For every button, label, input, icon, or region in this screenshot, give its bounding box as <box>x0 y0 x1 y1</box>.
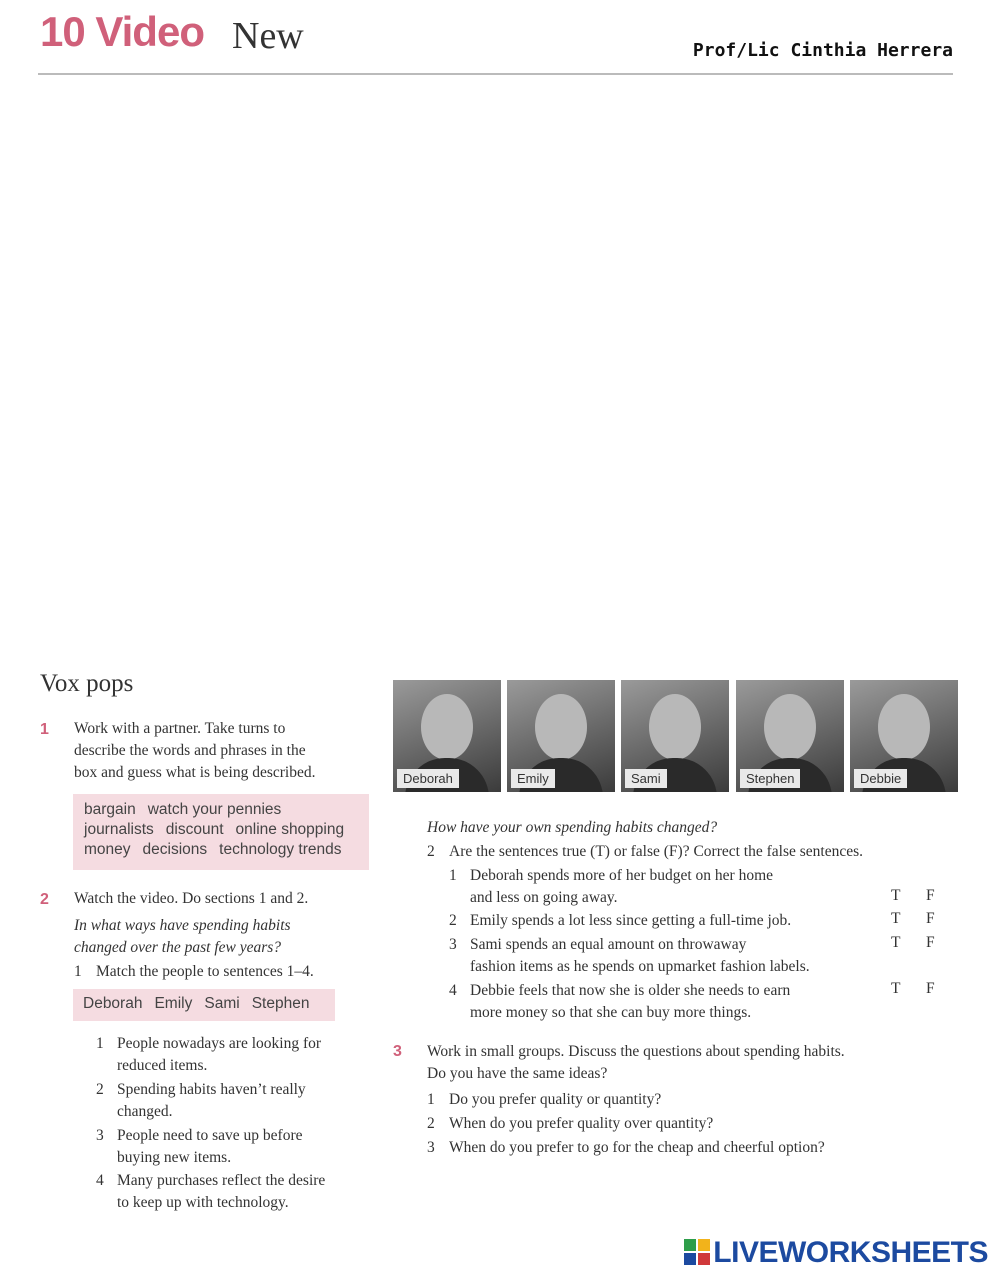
exercise-2-instruction: Watch the video. Do sections 1 and 2. <box>74 890 309 907</box>
photo-caption: Emily <box>511 769 555 788</box>
match-sentence: People need to save up before buying new items. <box>117 1127 303 1166</box>
match-sentence: Spending habits haven’t really changed. <box>117 1081 306 1120</box>
exercise-3-number: 3 <box>393 1043 402 1060</box>
author-name: Prof/Lic Cinthia Herrera <box>692 40 953 61</box>
discussion-question: When do you prefer to go for the cheap and cheerful option? <box>449 1139 825 1156</box>
names-box: Deborah Emily Sami Stephen <box>73 989 335 1021</box>
task-1-text: Match the people to sentences 1–4. <box>96 963 314 980</box>
unit-title: 10 Video <box>40 8 204 55</box>
photo-caption: Deborah <box>397 769 459 788</box>
liveworksheets-logo[interactable]: LIVEWORKSHEETS <box>684 1236 988 1270</box>
photo-caption: Sami <box>625 769 667 788</box>
tf-number: 2 <box>449 912 457 929</box>
tf-number: 1 <box>449 867 457 884</box>
vocabulary-box: bargain watch your pennies journalists discount online shopping money decisions technology trends <box>73 794 369 870</box>
match-sentence: People nowadays are looking for reduced items. <box>117 1035 322 1074</box>
photo-sami <box>621 680 729 792</box>
photo-caption: Debbie <box>854 769 907 788</box>
discussion-question: When do you prefer quality over quantity? <box>449 1115 714 1132</box>
exercise-2-question: In what ways have spending habits changed over the past few years? <box>74 917 291 956</box>
discussion-number: 1 <box>427 1091 435 1108</box>
liveworksheets-icon <box>684 1239 710 1265</box>
match-sentence: Many purchases reflect the desire to keep up with technology. <box>117 1172 326 1211</box>
tf-sentence: Debbie feels that now she is older she needs to earn more money so that she can buy more things. <box>470 982 791 1021</box>
sentence-number: 4 <box>96 1172 104 1189</box>
header-divider <box>38 73 953 75</box>
photo-emily <box>507 680 615 792</box>
photo-debbie <box>850 680 958 792</box>
task-2-text: Are the sentences true (T) or false (F)? Correct the false sentences. <box>449 843 864 860</box>
exercise-1-number: 1 <box>40 721 49 738</box>
false-option[interactable]: F <box>926 980 935 997</box>
exercise-1-instruction: Work with a partner. Take turns to describe the words and phrases in the box and guess what is being described. <box>74 720 316 781</box>
new-label: New <box>232 15 304 57</box>
discussion-number: 3 <box>427 1139 435 1156</box>
section-title: Vox pops <box>40 670 134 697</box>
photo-deborah <box>393 680 501 792</box>
sentence-number: 1 <box>96 1035 104 1052</box>
sentence-number: 3 <box>96 1127 104 1144</box>
tf-number: 3 <box>449 936 457 953</box>
discussion-question: Do you prefer quality or quantity? <box>449 1091 662 1108</box>
false-option[interactable]: F <box>926 934 935 951</box>
true-option[interactable]: T <box>891 934 901 951</box>
true-option[interactable]: T <box>891 910 901 927</box>
photo-stephen <box>736 680 844 792</box>
task-2-number: 2 <box>427 843 435 860</box>
tf-sentence: Deborah spends more of her budget on her home and less on going away. <box>470 867 774 906</box>
photo-caption: Stephen <box>740 769 800 788</box>
true-option[interactable]: T <box>891 887 901 904</box>
false-option[interactable]: F <box>926 910 935 927</box>
false-option[interactable]: F <box>926 887 935 904</box>
sentence-number: 2 <box>96 1081 104 1098</box>
discussion-number: 2 <box>427 1115 435 1132</box>
task-1-number: 1 <box>74 963 82 980</box>
exercise-3-instruction: Work in small groups. Discuss the questions about spending habits. Do you have the same ideas? <box>427 1043 845 1082</box>
spending-habits-question: How have your own spending habits changed? <box>427 819 718 836</box>
true-option[interactable]: T <box>891 980 901 997</box>
tf-number: 4 <box>449 982 457 999</box>
exercise-2-number: 2 <box>40 891 49 908</box>
tf-sentence: Sami spends an equal amount on throwaway fashion items as he spends on upmarket fashion labels. <box>470 936 810 975</box>
tf-sentence: Emily spends a lot less since getting a full-time job. <box>470 912 792 929</box>
